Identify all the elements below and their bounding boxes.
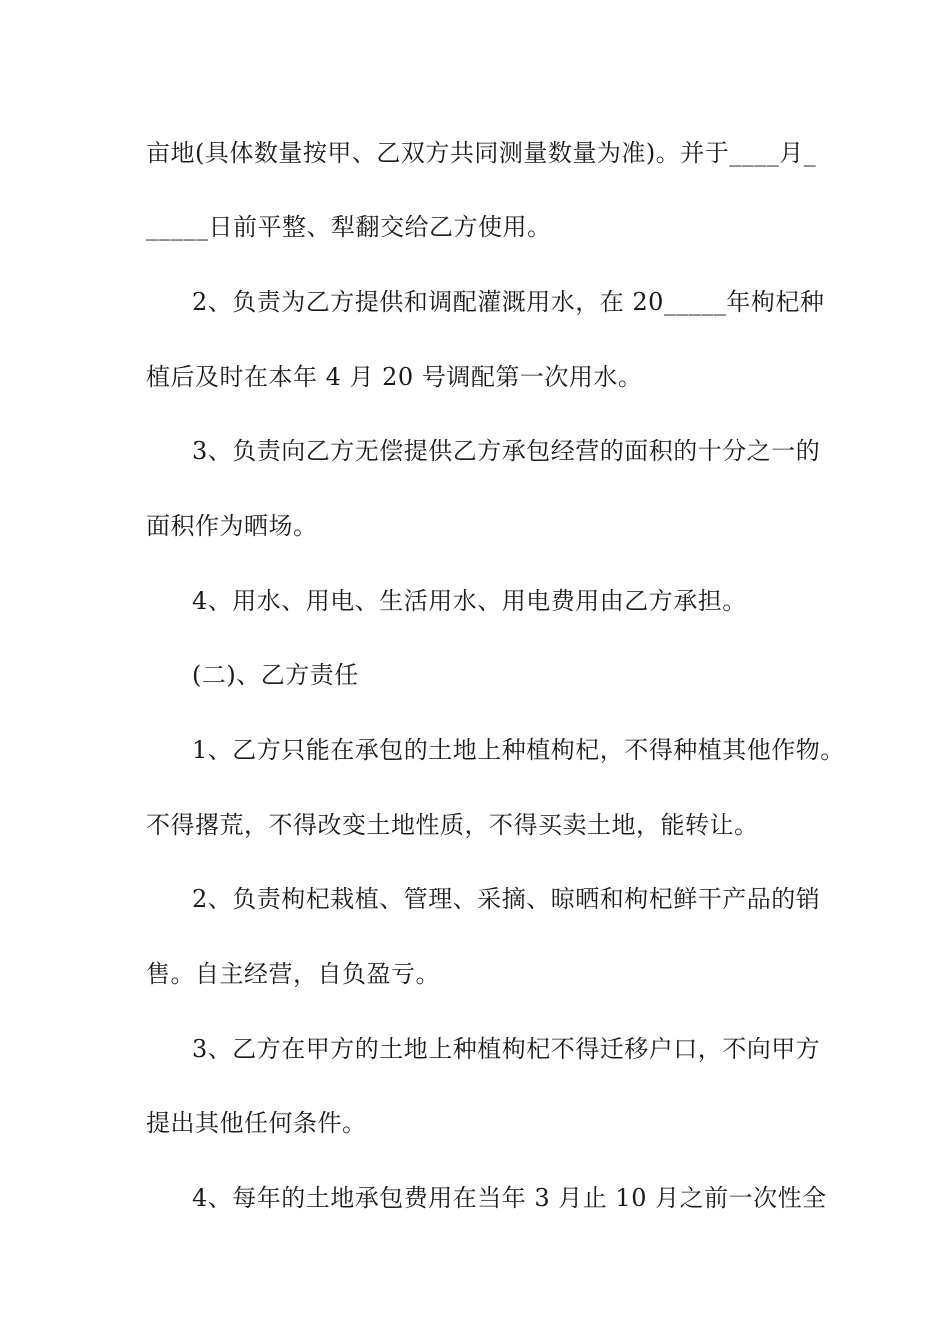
text-line-5: 3、负责向乙方无偿提供乙方承包经营的面积的十分之一的 (192, 437, 821, 465)
text-line-10: 不得撂荒，不得改变土地性质，不得买卖土地，能转让。 (146, 811, 759, 839)
text-line-2: _____日前平整、犁翻交给乙方使用。 (146, 213, 552, 241)
text-line-13: 3、乙方在甲方的土地上种植枸杞不得迁移户口，不向甲方 (192, 1035, 821, 1063)
text-line-7: 4、用水、用电、生活用水、用电费用由乙方承担。 (192, 587, 747, 615)
section-heading: (二)、乙方责任 (192, 661, 359, 689)
text-line-6: 面积作为晒场。 (146, 512, 318, 540)
text-line-14: 提出其他任何条件。 (146, 1109, 367, 1137)
text-line-3: 2、负责为乙方提供和调配灌溉用水，在 20_____年枸杞种 (192, 288, 825, 316)
text-line-4: 植后及时在本年 4 月 20 号调配第一次用水。 (146, 363, 643, 391)
text-line-9: 1、乙方只能在承包的土地上种植枸杞，不得种植其他作物。 (192, 736, 845, 764)
text-line-1: 亩地(具体数量按甲、乙双方共同测量数量为准)。并于____月_ (146, 139, 817, 167)
text-line-12: 售。自主经营，自负盈亏。 (146, 960, 440, 988)
text-line-11: 2、负责枸杞栽植、管理、采摘、晾晒和枸杞鲜干产品的销 (192, 885, 821, 913)
text-line-15: 4、每年的土地承包费用在当年 3 月止 10 月之前一次性全 (192, 1184, 827, 1212)
